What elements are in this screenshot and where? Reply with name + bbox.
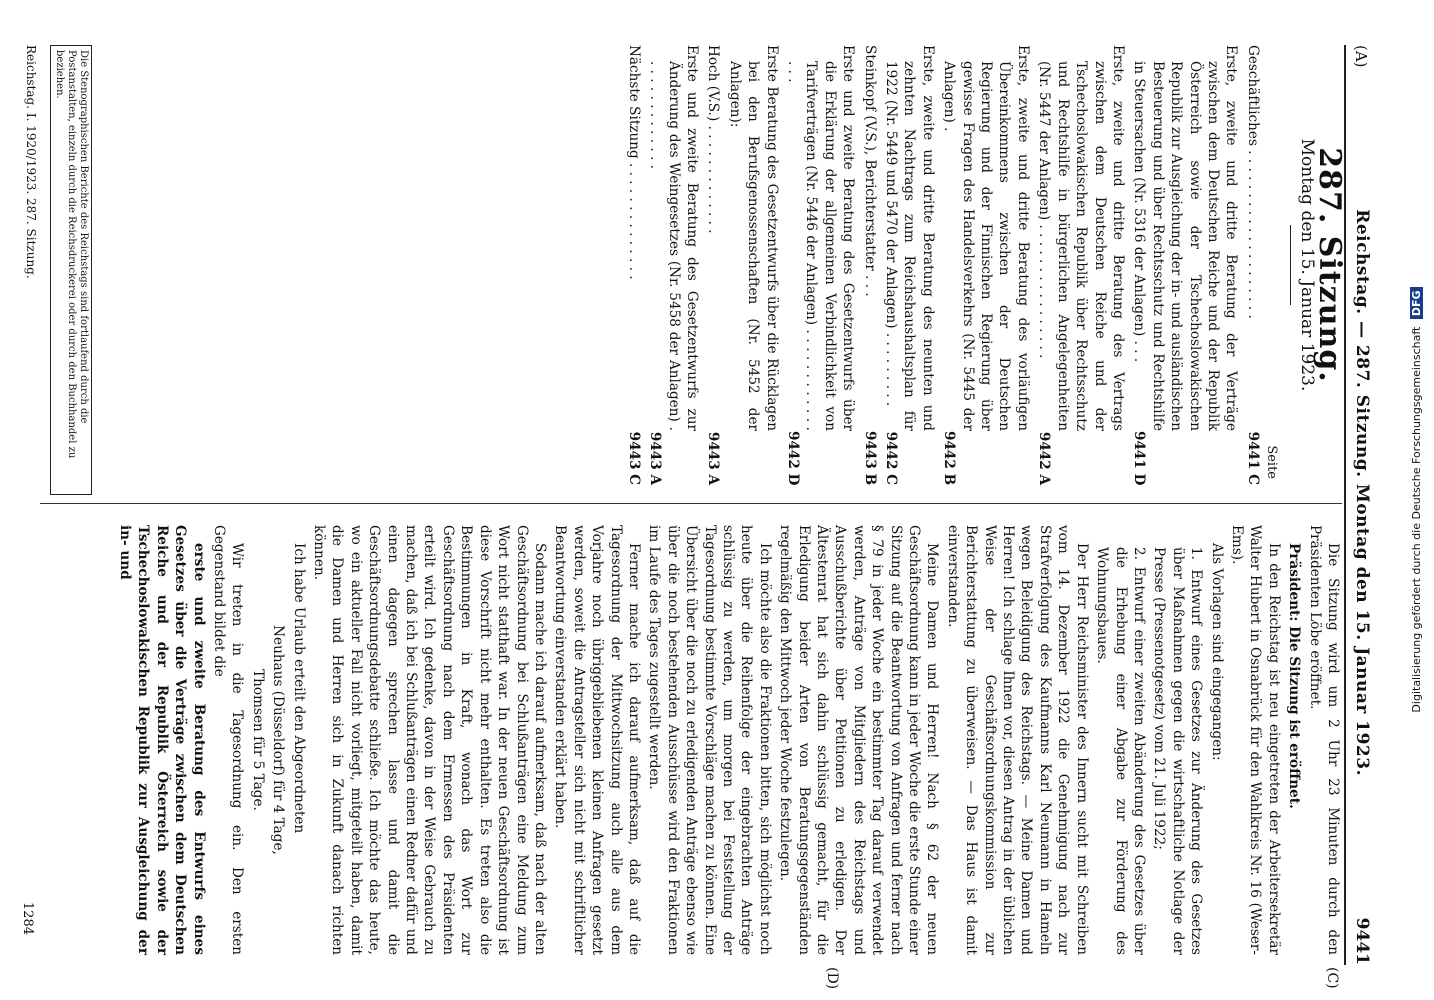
toc-entry-page: 9443 B [861,431,878,486]
digitization-credit [1410,0,1423,1000]
toc-entry [860,45,878,485]
toc-entry-page: 9443 A [705,431,722,485]
toc-entry [704,45,722,485]
toc-entry-page: 9442 A [1036,431,1053,485]
toc-entry-page: 9441 D [1131,431,1148,486]
toc-entry-text: Hoch (V.S.) . . . . . . . . . . . . . [705,45,722,234]
toc-entry-text: Erste und zweite Beratung des Gesetzentwurfs zur Änderung des Weingesetzes (Nr. 5458 der Anlagen) . . . . . . . . . . . . . . [647,45,700,431]
toc-entry [646,45,701,485]
president-opening: Präsident: Die Sitzung ist eröffnet. [1286,543,1303,809]
toc-entry [940,45,1032,485]
rules-paragraph: Meine Damen und Herren! Nach § 62 der neuen Geschäftsordnung kann in jeder Woche die erste Stunde einer Sitzung auf die Beantwortung von Anfragen und ferner nach § 79 in jeder Woche ein bestimmter Tag darauf verwendet werden, Anträge von Mitgliedern des Reichstags und Ausschußberichte über Petitionen zu erledigen. Der Ältestenrat hat sich dahin schlüssig gemacht, für die Erledigung beider Arten von Beratungsgegenständen regelmäßig den Mittwoch jeder Woche festzulegen. [777,525,941,955]
new-member-paragraph: In den Reichstag ist neu eingetreten der Arbeitersekretär Walter Hubert in Osnabrück für den Wahlkreis Nr. 16 (Weser-Ems). [1228,525,1282,955]
toc-entry-text: Erste und zweite Beratung des Gesetzentwurfs über die Erklärung der allgemeinen Verbindlichkeit von Tarifverträgen (Nr. 5446 der Anlagen) . . . . . . . . . . . . . . . [785,45,857,431]
margin-mark-d: (D) [824,967,840,990]
proceedings-column [40,525,1342,955]
opening-line: Die Sitzung wird um 2 Uhr 23 Minuten durch den Präsidenten Löbe eröffnet. [1306,525,1341,955]
toc-entry-text: Geschäftliches . . . . . . . . . . . . . . . . . . . . [1244,45,1261,319]
dfg-logo: DFG [1410,287,1423,319]
column-divider [40,503,1342,504]
session-date: Montag den 15. Januar 1923. [1296,138,1317,392]
agenda-paragraph: Wir treten in die Tagesordnung ein. Den ersten Gegenstand bildet die [211,525,246,955]
toc-entry-page: 9441 C [1244,431,1261,485]
margin-mark-c: (C) [1324,967,1340,989]
toc-entry [624,45,642,485]
submissions-heading: Als Vorlagen sind eingegangen: [1208,543,1225,761]
prosecution-paragraph: Der Herr Reichsminister des Innern sucht mit Schreiben vom 14. Dezember 1922 die Genehmigung nach zur Strafverfolgung des Kaufmanns Karl Neumann in Hameln wegen Beleidigung des Reichstags. — Meine Damen und Herren! Ich schlage Ihnen vor, diesen Antrag in der üblichen Weise der Geschäftsordnungskommission zur Berichterstattung zu überweisen. — Das Haus ist damit einverstanden. [944,525,1090,955]
toc-entry-page: 9442 D [785,431,802,486]
inquiries-paragraph: Ferner mache ich darauf aufmerksam, daß auf die Tagesordnung der Mittwochsitzung auch alle aus dem Vorjahre noch übriggebliebenen kleinen Anfragen gesetzt werden, soweit die Antragsteller sich nicht mit schriftlicher Beantwortung einverstanden erklärt haben. [552,525,642,955]
leave-entry-2: Thomsen für 5 Tage. [249,669,266,811]
credit-text: Digitalisierung gefördert durch die Deutsche Forschungsgemeinschaft [1410,326,1423,713]
toc-entry-page: 9442 B [941,431,958,486]
agenda-item-bold: erste und zweite Beratung des Entwurfs eines Gesetzes über die Verträge zwischen dem Deutschen Reiche und der Republik Österreich sowie der Tschechoslowakischen Republik zur Ausgleichung der in- und [117,525,207,955]
toc-entry-page: 9443 A [647,431,664,485]
factions-paragraph: Ich möchte also die Fraktionen bitten, sich möglichst noch heute über die Reihenfolge der eingebrachten Anträge schlüssig zu werden, um morgen bei Feststellung der Tagesordnung bestimmte Vorschläge machen zu können. Eine Übersicht über die noch zu erledigenden Anträge ebenso wie über die noch bestehenden Ausschüsse wird den Fraktionen im Laufe des Tages zugestellt werden. [646,525,773,955]
publication-footnote: Die Stenographischen Berichte des Reichstags sind fortlaufend durch die Postanstalten, einzeln durch die Reichsdruckerei oder durch den Buchhandel zu beziehen. [50,45,92,495]
toc-entry [725,45,780,485]
toc-entry [1130,45,1240,485]
leave-entry-1: Neuhaus (Düsseldorf) für 4 Tage, [270,625,287,855]
rotated-document-page [10,5,1400,995]
session-title: 287. Sitzung. [1312,147,1347,383]
toc-entry [1035,45,1127,485]
running-head: Reichstag. — 287. Sitzung. Montag den 15. Januar 1923. [1352,209,1372,776]
toc-entry [882,45,937,485]
toc-entry [1243,45,1261,485]
toc-entry-text: Erste, zweite und dritte Beratung des vorläufigen Übereinkommens zwischen der Deutschen Regierung und der Finnischen Regierung über gewisse Fragen des Handelsverkehrs (Nr. 5445 der Anlagen) . [941,45,1031,431]
toc-entry-page: 9443 C [625,431,642,485]
title-rule [1290,225,1291,305]
page-column-label: Seite [1264,445,1280,479]
table-of-contents [624,45,1261,485]
footer-reference: Reichstag. I. 1920/1923. 287. Sitzung. [24,45,38,279]
contents-column [40,45,1347,486]
submission-item-1: 1. Entwurf eines Gesetzes zur Änderung des Gesetzes über Maßnahmen gegen die wirtschaftliche Notlage der Presse (Pressenotgesetz) vom 21. Juli 1922; [1151,547,1205,955]
toc-entry-text: Erste, zweite und dritte Beratung des neunten und zehnten Nachtrags zum Reichshaushaltsplan für 1922 (Nr. 5449 und 5470 der Anlagen) . . . . . . . . . [883,45,936,431]
page-number: 1284 [20,901,35,935]
toc-entry-page: 9442 C [883,431,900,485]
toc-entry-text: Erste, zweite und dritte Beratung des Vertrags zwischen dem Deutschen Reiche und der Tschechoslowakischen Republik über Rechtsschutz und Rechtshilfe in bürgerlichen Angelegenheiten (Nr. 5447 der Anlagen) . . . . . . . . . . . . . . . . [1036,45,1126,431]
toc-entry [784,45,858,485]
closing-motions-paragraph: Sodann mache ich darauf aufmerksam, daß nach der alten Geschäftsordnung bei Schlußanträgen eine Meldung zum Wort nicht statthaft war. In der neuen Geschäftsordnung ist diese Vorschrift nicht mehr enthalten. Es treten also die Bestimmungen in Kraft, wonach das Wort zur Geschäftsordnung nach dem Ermessen des Präsidenten erteilt wird. Ich gedenke, davon in der Weise Gebrauch zu machen, daß ich bei Schlußanträgen einen Redner dafür und einen dagegen sprechen lasse und damit die Geschäftsordnungsdebatte schließe. Ich möchte das heute, wo ein aktueller Fall nicht vorliegt, mitgeteilt haben, damit die Damen und Herren sich in Zukunft danach richten können. [311,525,548,955]
toc-entry-text: Erste Beratung des Gesetzentwurfs über die Rücklagen bei den Berufsgenossenschaften (Nr. 5452 der Anlagen): [726,45,780,431]
page-reference: 9441 [1352,917,1372,965]
submission-item-2: 2. Entwurf einer zweiten Abänderung des Gesetzes über die Erhebung einer Abgabe zur Förderung des Wohnungsbaues. [1094,547,1147,955]
leave-paragraph: Ich habe Urlaub erteilt den Abgeordneten [290,543,307,834]
toc-entry-text: Steinkopf (V.S.), Berichterstatter . . . [861,45,878,297]
margin-mark-a: (A) [1352,45,1370,68]
toc-entry-text: Erste, zweite und dritte Beratung der Verträge zwischen dem Deutschen Reiche und der Republik Österreich sowie der Tschechoslowakischen Republik zur Ausgleichung der in- und ausländischen Besteuerung und über Rechtsschutz und Rechtshilfe in Steuersachen (Nr. 5316 der Anlagen) . . . [1131,45,1240,431]
page-header [1344,45,1392,965]
toc-entry-text: Nächste Sitzung . . . . . . . . . . . . . . [625,45,642,280]
